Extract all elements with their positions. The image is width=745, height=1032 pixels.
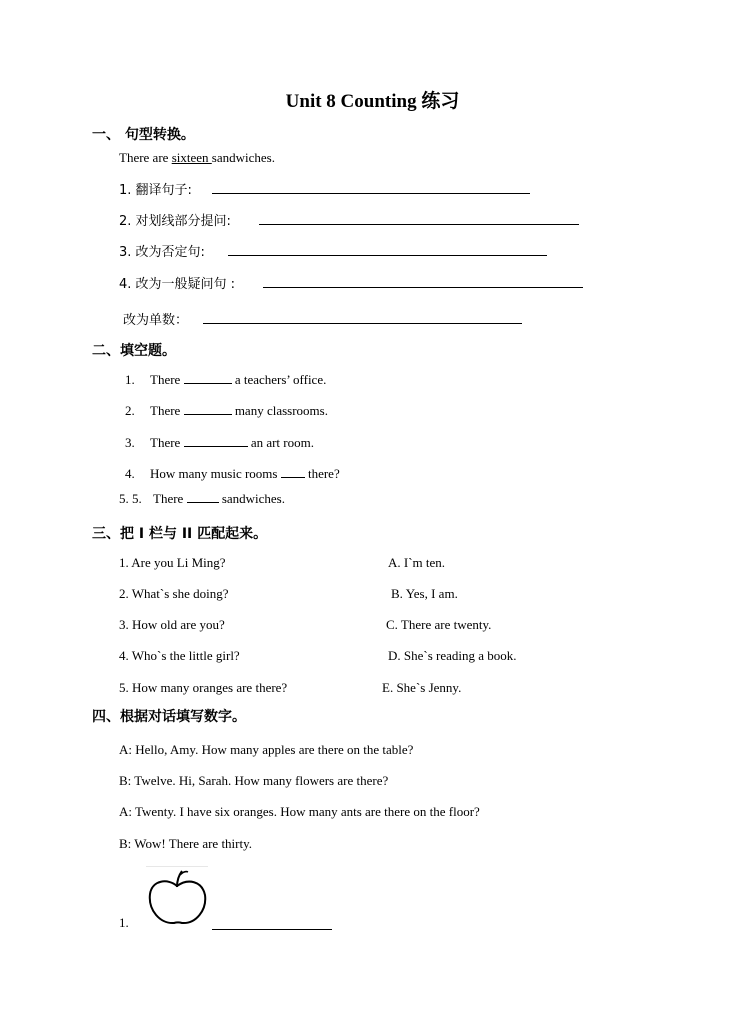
answer-line-5[interactable] bbox=[203, 323, 522, 324]
fill-blank[interactable] bbox=[281, 465, 305, 478]
match-question-5: 5. How many oranges are there? bbox=[119, 680, 288, 695]
item-number: 5. 5. bbox=[119, 491, 142, 506]
dialog-line-1: A: Hello, Amy. How many apples are there on the table? bbox=[119, 742, 414, 757]
fill-item-1 bbox=[125, 371, 326, 388]
answer-line-3[interactable] bbox=[228, 255, 547, 256]
picture-answer-line[interactable] bbox=[212, 929, 332, 930]
task-number: 3. bbox=[119, 245, 132, 260]
item-post: an art room. bbox=[250, 435, 314, 450]
sentence-pre: There are bbox=[119, 150, 172, 165]
task-label: 改为否定句: bbox=[135, 245, 205, 260]
match-answer-c: C. There are twenty. bbox=[386, 617, 492, 632]
task-label: 对划线部分提问: bbox=[135, 214, 231, 229]
answer-line-2[interactable] bbox=[259, 224, 579, 225]
answer-line-4[interactable] bbox=[263, 287, 583, 288]
item-pre: There bbox=[150, 372, 184, 387]
match-question-4: 4. Who`s the little girl? bbox=[119, 648, 240, 663]
item-pre: There bbox=[150, 435, 184, 450]
answer-line-1[interactable] bbox=[212, 193, 530, 194]
task-3 bbox=[119, 241, 205, 260]
task-5 bbox=[123, 309, 188, 328]
task-number: 1. bbox=[119, 183, 132, 198]
apple-icon bbox=[144, 866, 210, 928]
match-answer-b: B. Yes, I am. bbox=[391, 586, 458, 601]
sentence-underlined: sixteen bbox=[171, 150, 212, 165]
section-2-heading: 二、填空题。 bbox=[92, 343, 176, 359]
item-number: 2. bbox=[125, 403, 135, 418]
example-sentence bbox=[119, 150, 275, 166]
item-number: 1. bbox=[125, 372, 135, 387]
fill-blank[interactable] bbox=[184, 402, 232, 415]
match-question-1: 1. Are you Li Ming? bbox=[119, 555, 226, 570]
section-4-heading: 四、根据对话填写数字。 bbox=[92, 709, 246, 725]
item-number: 4. bbox=[125, 466, 135, 481]
item-number: 3. bbox=[125, 435, 135, 450]
item-pre: There bbox=[153, 491, 187, 506]
section-1-heading: 一、 句型转换。 bbox=[92, 127, 195, 143]
task-number: 4. bbox=[119, 277, 132, 292]
fill-item-3 bbox=[125, 434, 314, 451]
match-answer-e: E. She`s Jenny. bbox=[382, 680, 462, 695]
task-label: 翻译句子: bbox=[135, 183, 192, 198]
task-2 bbox=[119, 210, 231, 229]
section-3-heading: 三、把 I 栏与 II 匹配起来。 bbox=[92, 526, 268, 542]
match-question-2: 2. What`s she doing? bbox=[119, 586, 229, 601]
dialog-line-3: A: Twenty. I have six oranges. How many ants are there on the floor? bbox=[119, 804, 480, 819]
dialog-line-4: B: Wow! There are thirty. bbox=[119, 836, 253, 851]
task-label: 改为单数： bbox=[123, 313, 189, 328]
item-pre: How many music rooms bbox=[150, 466, 281, 481]
item-post: there? bbox=[307, 466, 340, 481]
task-4 bbox=[119, 273, 235, 292]
dialog-line-2: B: Twelve. Hi, Sarah. How many flowers are there? bbox=[119, 773, 389, 788]
task-number: 2. bbox=[119, 214, 132, 229]
item-post: many classrooms. bbox=[234, 403, 328, 418]
page-title: Unit 8 Counting 练习 bbox=[285, 91, 460, 112]
task-label: 改为一般疑问句 : bbox=[135, 277, 236, 292]
item-post: sandwiches. bbox=[221, 491, 285, 506]
fill-item-5 bbox=[119, 490, 285, 507]
match-answer-a: A. I`m ten. bbox=[388, 555, 446, 570]
fill-blank[interactable] bbox=[187, 490, 219, 503]
match-answer-d: D. She`s reading a book. bbox=[388, 648, 517, 663]
fill-item-4 bbox=[125, 465, 340, 482]
picture-item-number: 1. bbox=[119, 915, 129, 930]
fill-blank[interactable] bbox=[184, 434, 248, 447]
fill-blank[interactable] bbox=[184, 371, 232, 384]
item-pre: There bbox=[150, 403, 184, 418]
task-1 bbox=[119, 179, 192, 198]
fill-item-2 bbox=[125, 402, 328, 419]
match-question-3: 3. How old are you? bbox=[119, 617, 225, 632]
sentence-post: sandwiches. bbox=[211, 150, 275, 165]
item-post: a teachers’ office. bbox=[234, 372, 327, 387]
